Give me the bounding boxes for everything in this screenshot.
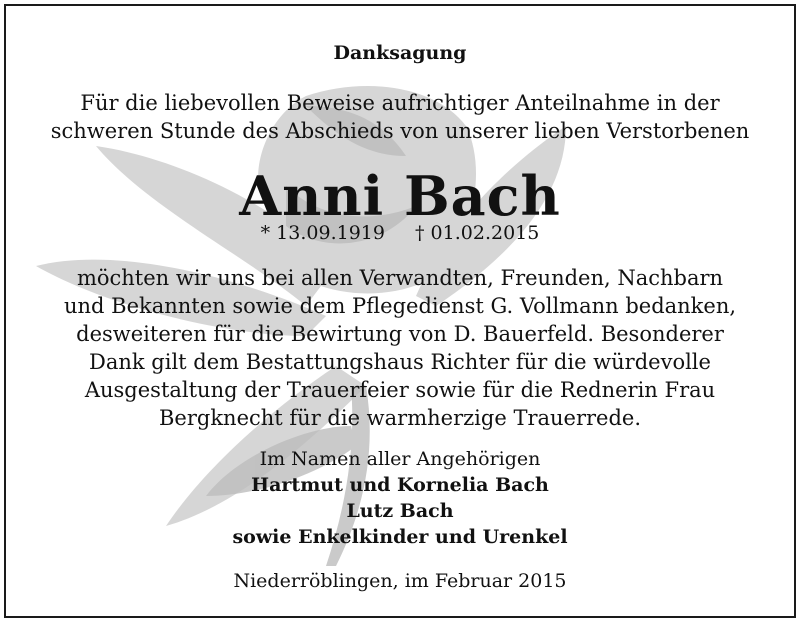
body-line-5: Ausgestaltung der Trauerfeier sowie für die Rednerin Frau xyxy=(84,378,716,402)
deceased-name: Anni Bach xyxy=(239,164,561,228)
signature-name-1: Hartmut und Kornelia Bach xyxy=(251,474,549,496)
heading-danksagung: Danksagung xyxy=(333,42,467,64)
body-line-1: möchten wir uns bei allen Verwandten, Freunden, Nachbarn xyxy=(76,266,724,290)
body-line-6: Bergknecht für die warmherzige Trauerrede. xyxy=(158,406,642,430)
death-date: † 01.02.2015 xyxy=(415,222,540,244)
life-dates xyxy=(6,222,794,244)
obituary-card xyxy=(4,4,796,618)
intro-line-1: Für die liebevollen Beweise aufrichtiger Anteilnahme in der xyxy=(80,91,720,115)
birth-date: * 13.09.1919 xyxy=(260,222,385,244)
signature-name-3: sowie Enkelkinder und Urenkel xyxy=(232,526,568,548)
intro-line-2: schweren Stunde des Abschieds von unserer lieben Verstorbenen xyxy=(50,119,750,143)
body-line-3: desweiteren für die Bewirtung von D. Bauerfeld. Besonderer xyxy=(76,322,724,346)
signature-name-2: Lutz Bach xyxy=(346,500,454,522)
body-line-4: Dank gilt dem Bestattungshaus Richter für die würdevolle xyxy=(89,350,711,374)
signature-intro: Im Namen aller Angehörigen xyxy=(259,448,541,470)
place-and-date: Niederröblingen, im Februar 2015 xyxy=(233,570,567,592)
body-line-2: und Bekannten sowie dem Pflegedienst G. Vollmann bedanken, xyxy=(63,294,737,318)
